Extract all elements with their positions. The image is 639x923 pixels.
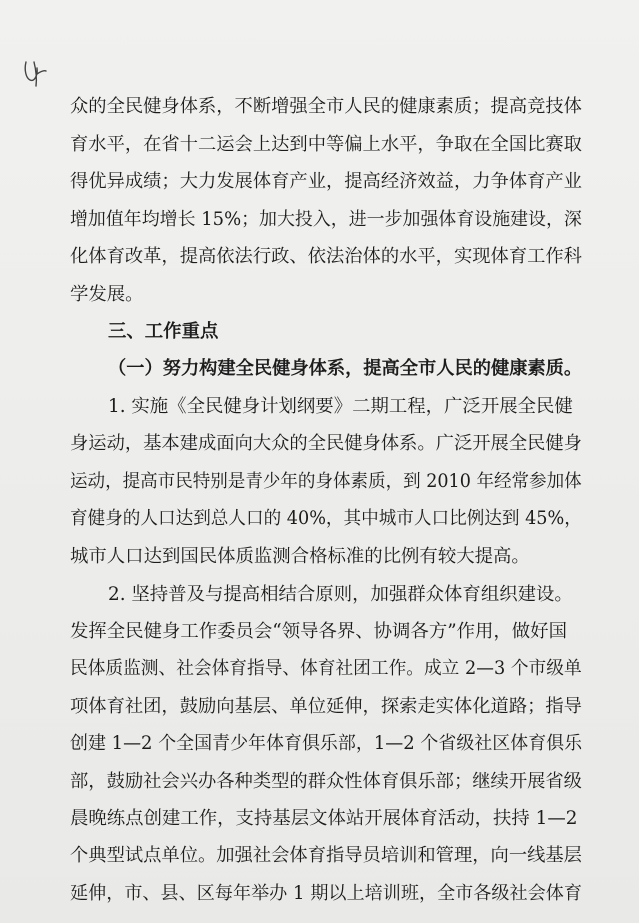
item2-line: 创建 1—2 个全国青少年体育俱乐部，1—2 个省级社区体育俱乐 xyxy=(70,733,583,754)
item1-line: 育健身的人口达到总人口的 40%，其中城市人口比例达到 45%， xyxy=(70,508,582,529)
item2-line: 项体育社团，鼓励向基层、单位延伸，探索走实体化道路；指导 xyxy=(70,696,582,717)
item2-line: 部，鼓励社会兴办各种类型的群众性体育俱乐部；继续开展省级 xyxy=(70,771,582,792)
item2-line: 个典型试点单位。加强社会体育指导员培训和管理，向一线基层 xyxy=(70,845,582,866)
item2-line: 晨晚练点创建工作，支持基层文体站开展体育活动，扶持 1—2 xyxy=(70,808,578,829)
item1-line: 运动，提高市民特别是青少年的身体素质，到 2010 年经常参加体 xyxy=(70,471,582,492)
paragraph-line: 众的全民健身体系，不断增强全市人民的健康素质；提高竞技体 xyxy=(70,96,582,117)
item2-line: 民体质监测、社会体育指导、体育社团工作。成立 2—3 个市级单 xyxy=(70,658,582,679)
paragraph-line: 得优异成绩；大力发展体育产业，提高经济效益，力争体育产业 xyxy=(70,171,582,192)
item2-line: 2. 坚持普及与提高相结合原则，加强群众体育组织建设。 xyxy=(108,584,573,605)
paragraph-line: 化体育改革，提高依法行政、依法治体的水平，实现体育工作科 xyxy=(70,246,582,267)
item2-line: 延伸，市、县、区每年举办 1 期以上培训班，全市各级社会体育 xyxy=(70,883,582,904)
paragraph-line: 学发展。 xyxy=(70,284,144,305)
handwritten-mark-icon xyxy=(20,58,50,88)
paragraph-line: 育水平，在省十二运会上达到中等偏上水平，争取在全国比赛取 xyxy=(70,134,582,155)
section-heading: 三、工作重点 xyxy=(108,321,219,342)
subsection-heading: （一）努力构建全民健身体系，提高全市人民的健康素质。 xyxy=(108,358,583,379)
paragraph-line: 增加值年均增长 15%；加大投入，进一步加强体育设施建设，深 xyxy=(70,209,582,230)
item1-line: 身运动，基本建成面向大众的全民健身体系。广泛开展全民健身 xyxy=(70,433,582,454)
item1-line: 1. 实施《全民健身计划纲要》二期工程，广泛开展全民健 xyxy=(108,396,573,417)
item1-line: 城市人口达到国民体质监测合格标准的比例有较大提高。 xyxy=(70,546,530,567)
item2-line: 发挥全民健身工作委员会“领导各界、协调各方”作用，做好国 xyxy=(70,621,567,642)
